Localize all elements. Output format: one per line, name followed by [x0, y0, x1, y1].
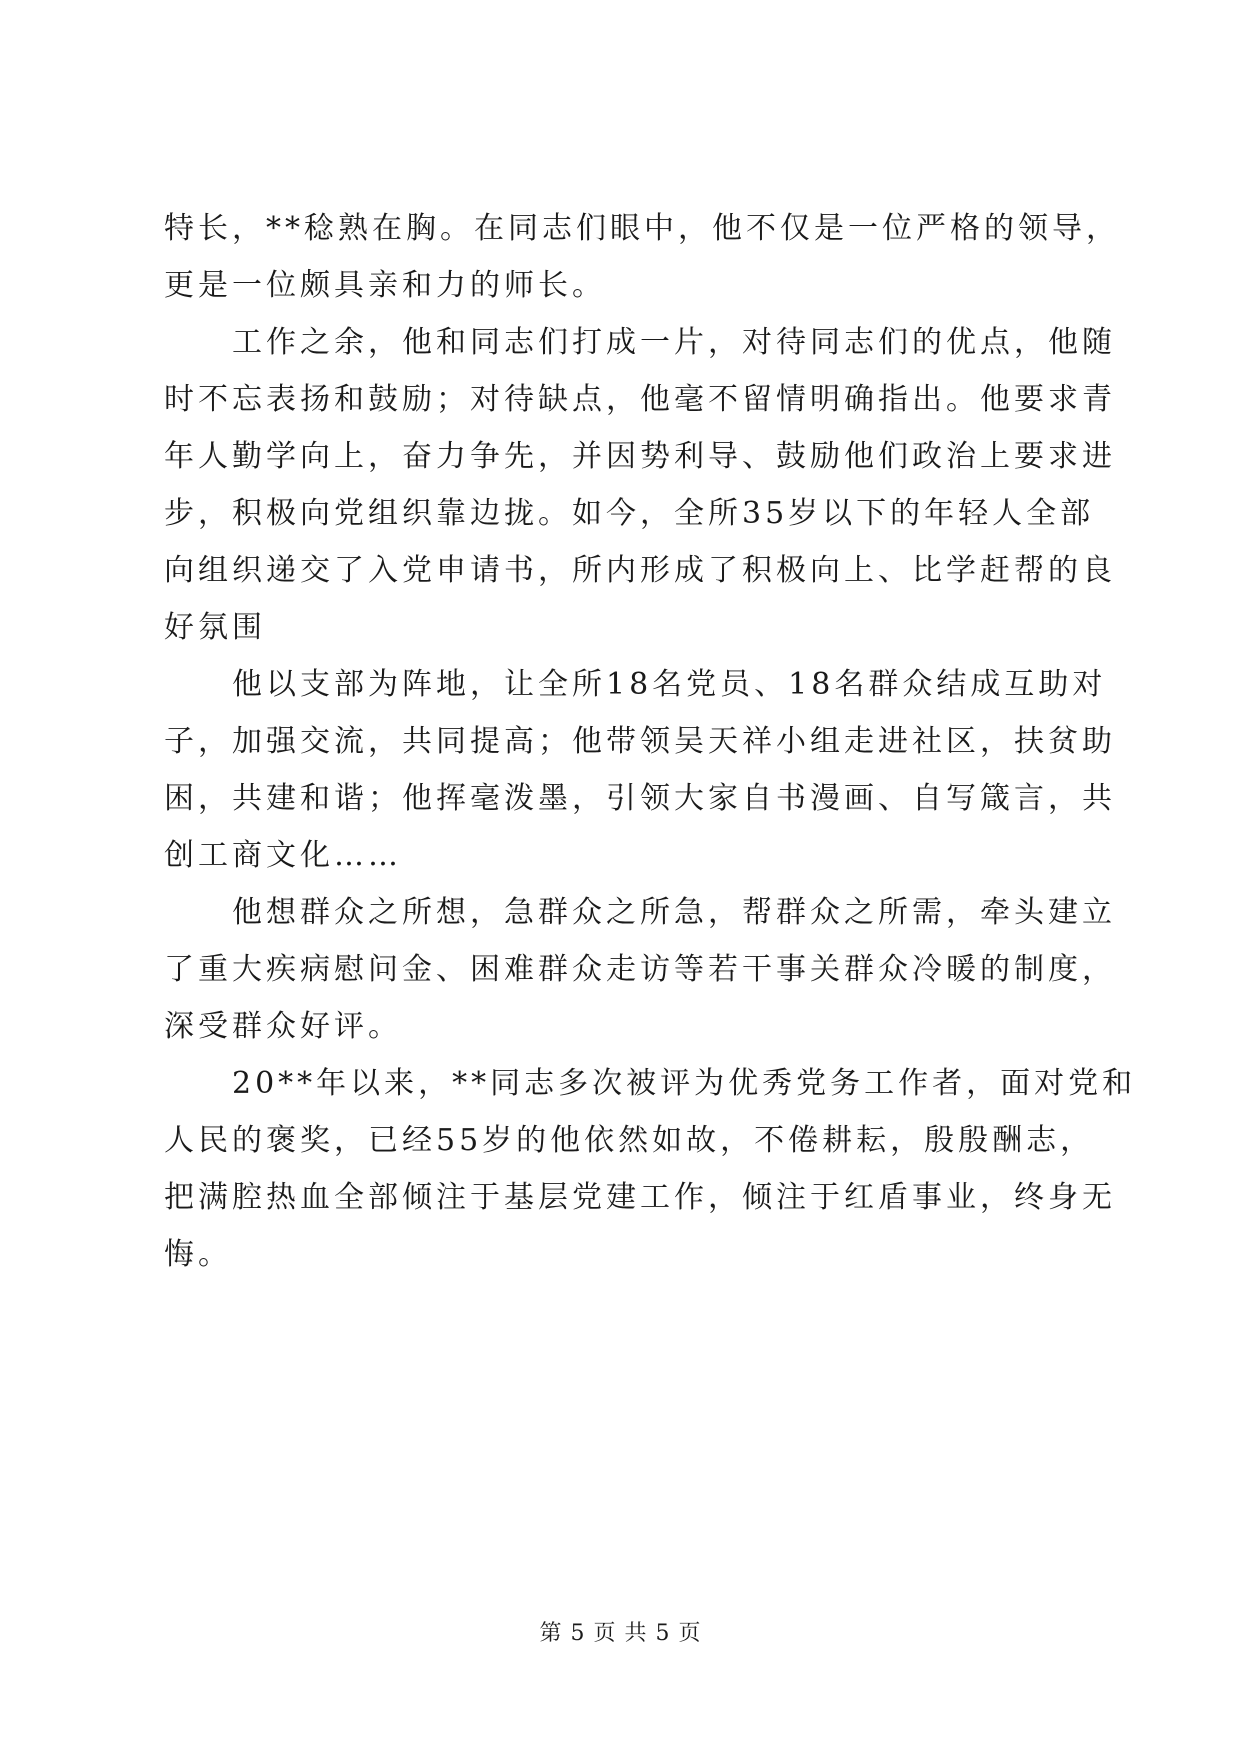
paragraph — [164, 314, 1116, 656]
text-line: 工作之余，他和同志们打成一片，对待同志们的优点，他随 — [232, 325, 1116, 360]
text-line: 困，共建和谐；他挥毫泼墨，引领大家自书漫画、自写箴言，共 — [164, 781, 1116, 816]
text-line: 他以支部为阵地，让全所18名党员、18名群众结成互助对 — [232, 667, 1107, 702]
text-line: 年人勤学向上，奋力争先，并因势利导、鼓励他们政治上要求进 — [164, 439, 1116, 474]
text-line: 好氛围 — [164, 610, 266, 645]
text-line: 特长，**稔熟在胸。在同志们眼中，他不仅是一位严格的领导， — [164, 211, 1120, 246]
text-line: 他想群众之所想，急群众之所急，帮群众之所需，牵头建立 — [232, 895, 1116, 930]
text-line: 深受群众好评。 — [164, 1009, 402, 1044]
text-line: 20**年以来，**同志多次被评为优秀党务工作者，面对党和 — [232, 1066, 1137, 1101]
paragraph — [164, 200, 1120, 314]
document-body — [164, 200, 1137, 1283]
text-line: 人民的褒奖，已经55岁的他依然如故，不倦耕耘，殷殷酬志， — [164, 1123, 1095, 1158]
text-line: 子，加强交流，共同提高；他带领吴天祥小组走进社区，扶贫助 — [164, 724, 1116, 759]
page-number-footer: 第 5 页 共 5 页 — [539, 1621, 702, 1646]
text-line: 步，积极向党组织靠边拢。如今，全所35岁以下的年轻人全部 — [164, 496, 1095, 531]
paragraph — [164, 884, 1116, 1055]
text-line: 时不忘表扬和鼓励；对待缺点，他毫不留情明确指出。他要求青 — [164, 382, 1116, 417]
text-line: 把满腔热血全部倾注于基层党建工作，倾注于红盾事业，终身无 — [164, 1180, 1116, 1215]
paragraph — [164, 1055, 1137, 1283]
paragraph — [164, 656, 1116, 884]
text-line: 创工商文化…… — [164, 838, 402, 873]
text-line: 向组织递交了入党申请书，所内形成了积极向上、比学赶帮的良 — [164, 553, 1116, 588]
text-line: 更是一位颇具亲和力的师长。 — [164, 268, 606, 303]
text-line: 了重大疾病慰问金、困难群众走访等若干事关群众冷暖的制度， — [164, 952, 1116, 987]
text-line: 悔。 — [164, 1237, 232, 1272]
